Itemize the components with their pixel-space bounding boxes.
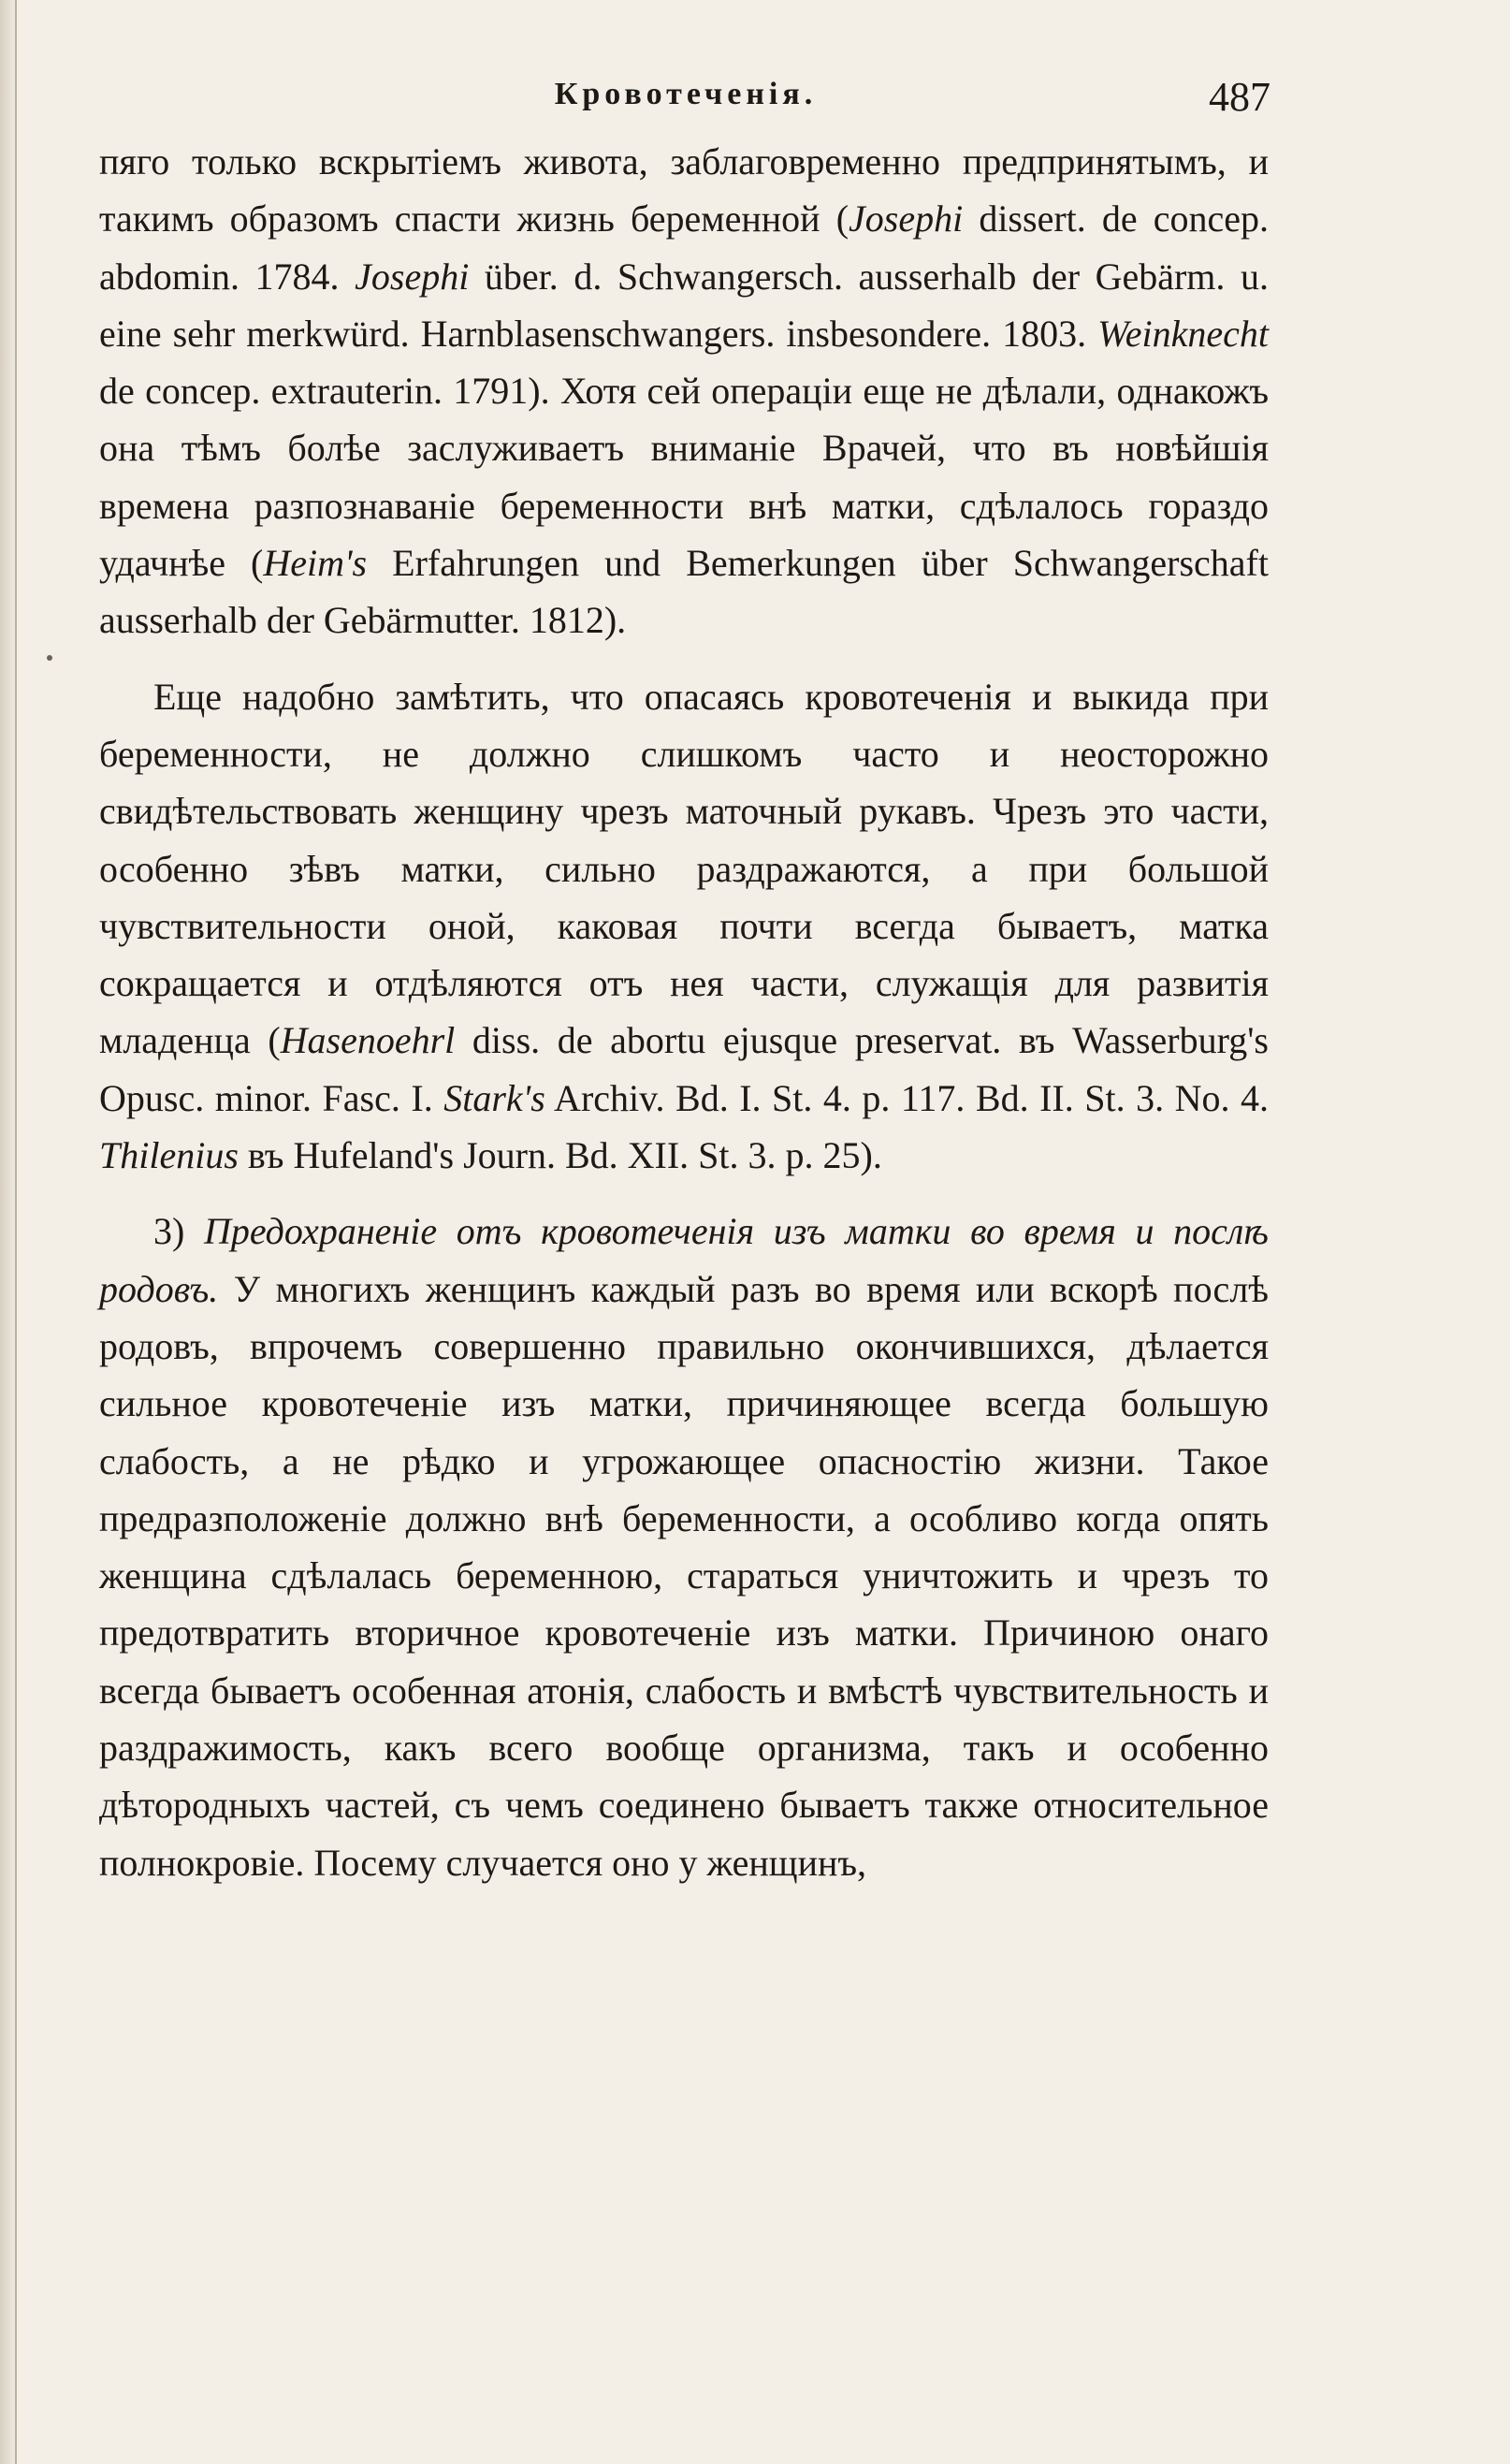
text-run: въ Hufeland's Journ. Bd. XII. St. 3. p. 25). [238,1134,882,1177]
text-run: über. d. Schwangersch. ausserhalb der Gebärm. u. eine sehr merkwürd. Harnblasenschwangers. insbesondere. 1803. [99,255,1269,355]
paragraph-section-3 [99,1203,1269,1891]
italic-citation: Hasenoehrl [280,1019,456,1062]
margin-mark [47,655,52,661]
italic-citation: Stark's [443,1076,545,1119]
running-title: Кровотеченія. [554,77,818,111]
paragraph-continuation [99,133,1269,649]
book-spine-shadow [0,0,15,2464]
paragraph-examination-warning [99,668,1269,1185]
italic-citation: Weinknecht [1097,312,1269,355]
text-run: Erfahrungen und Bemerkungen über Schwangerschaft ausserhalb der Gebärmutter. 1812). [99,542,1269,642]
body-text [99,133,1269,1891]
italic-citation: Josephi [849,197,964,241]
text-run: пяго только вскрытіемъ живота, заблаговременно предпринятымъ, и такимъ образомъ спасти жизнь беременной ( [99,140,1269,241]
text-run: 3) [153,1210,204,1253]
text-run: У многихъ женщинъ каждый разъ во время или вскорѣ послѣ родовъ, впрочемъ совершенно правильно окончившихся, дѣлается сильное кровотеченіе изъ матки, причиняющее всегда большую слабость, а не рѣдко и угрожающее опасностію жизни. Такое предразположеніе должно внѣ беременности, а особливо когда опять женщина сдѣлалась беременною, стараться уничтожить и чрезъ то предотвратить вторичное кровотеченіе изъ матки. Причиною онаго всегда бываетъ особенная атонія, слабость и вмѣстѣ чувствительность и раздражимость, какъ всего вообще организма, такъ и особенно дѣтородныхъ частей, съ чемъ соединено бываетъ также относительное полнокровіе. Посему случается оно у женщинъ, [99,1267,1269,1884]
text-run: dissert. de concep. abdomin. 1784. [99,197,1269,298]
text-run: Archiv. Bd. I. St. 4. p. 117. Bd. II. St. 3. No. 4. [544,1076,1270,1119]
text-run: diss. de abortu ejusque preservat. въ Wasserburg's Opusc. minor. Fasc. I. [99,1019,1269,1119]
italic-citation: Heim's [263,542,368,585]
italic-citation: Thilenius [99,1134,239,1177]
page-edge-line [15,0,17,2464]
page-header [101,74,1270,124]
page-number: 487 [1209,74,1270,120]
italic-citation: Josephi [355,255,470,298]
text-run: Еще надобно замѣтить, что опасаясь кровотеченія и выкида при беременности, не должно слишкомъ часто и неосторожно свидѣтельствовать женщину чрезъ маточный рукавъ. Чрезъ это части, особенно зѣвъ матки, сильно раздражаются, а при большой чувствительности оной, каковая почти всегда бываетъ, матка сокращается и отдѣляются отъ нея части, служащія для развитія младенца ( [99,675,1269,1062]
text-run: de concep. extrauterin. 1791). Хотя сей операціи еще не дѣлали, однакожъ она тѣмъ болѣе заслуживаетъ вниманіе Врачей, что въ новѣйшія времена разпознаваніе беременности внѣ матки, сдѣлалось гораздо удачнѣе ( [99,370,1269,585]
italic-citation: Предохраненіе отъ кровотеченія изъ матки во время и послѣ родовъ. [99,1210,1269,1310]
